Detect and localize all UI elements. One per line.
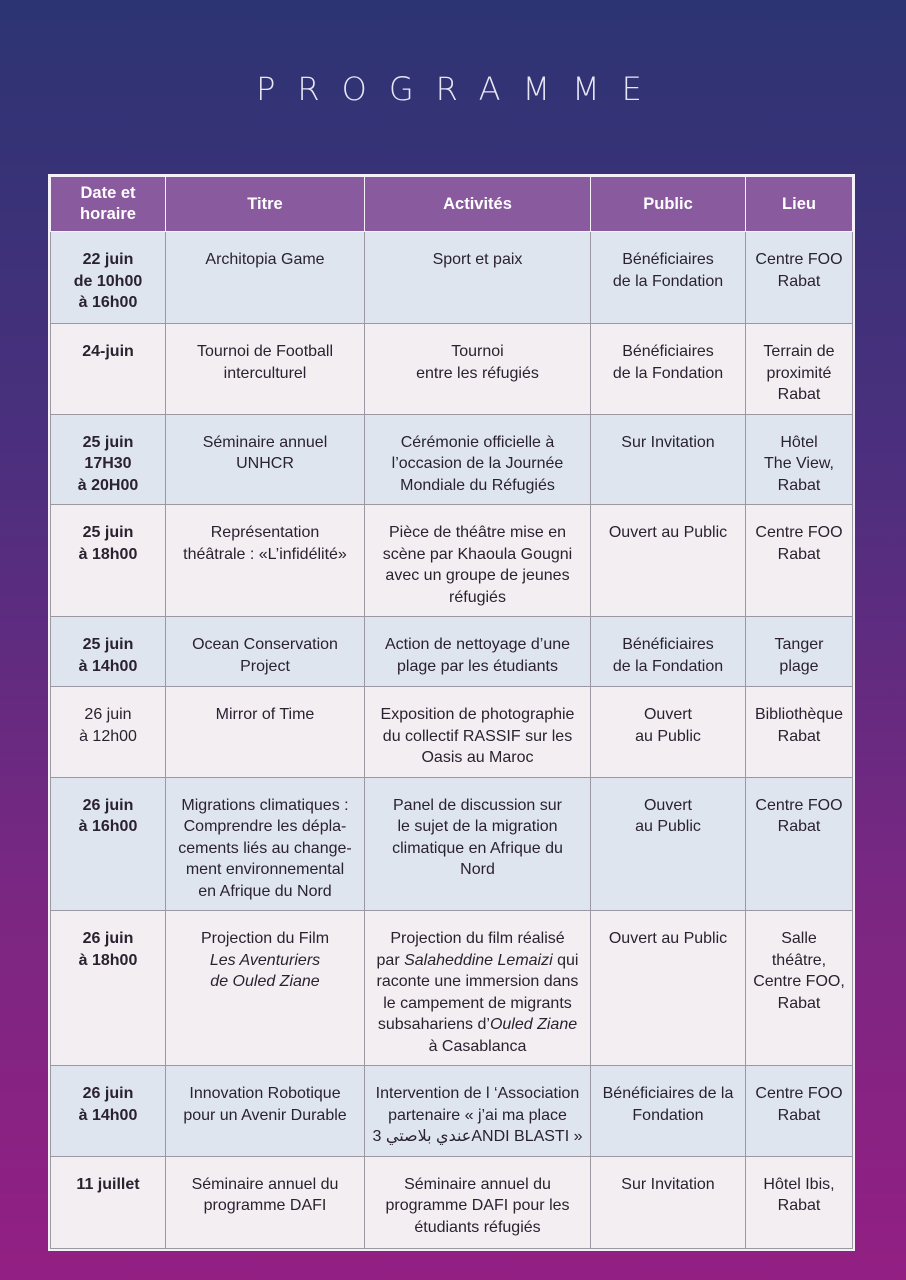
table-row <box>51 911 853 1066</box>
cell-lieu: Salle théâtre, Centre FOO, Rabat <box>746 911 853 1066</box>
cell-date: 25 juin à 14h00 <box>51 617 166 687</box>
cell-lieu: Centre FOO Rabat <box>746 505 853 617</box>
cell-activites: Tournoi entre les réfugiés <box>365 324 591 415</box>
cell-titre: Architopia Game <box>166 232 365 324</box>
activity-text: qui raconte une immersion dans le campement de migrants subsahariens d’ <box>376 951 579 1033</box>
film-title: Les Aventuriers de Ouled Ziane <box>209 951 321 990</box>
header-lieu: Lieu <box>746 177 853 232</box>
cell-activites <box>365 911 591 1066</box>
cell-public: Bénéficiaires de la Fondation <box>591 324 746 415</box>
cell-activites: Intervention de l ‘Association partenaire « j’ai ma place عندي بلاصتي 3ANDI BLASTI » <box>365 1066 591 1157</box>
table-row <box>51 414 853 505</box>
header-date: Date et horaire <box>51 177 166 232</box>
header-public: Public <box>591 177 746 232</box>
cell-activites: Séminaire annuel du programme DAFI pour les étudiants réfugiés <box>365 1156 591 1248</box>
cell-public: Ouvert au Public <box>591 911 746 1066</box>
table-row <box>51 324 853 415</box>
table-row <box>51 1066 853 1157</box>
place-name: Ouled Ziane <box>489 1016 578 1033</box>
table-row <box>51 505 853 617</box>
table-row <box>51 1156 853 1248</box>
cell-titre <box>166 911 365 1066</box>
cell-public: Sur Invitation <box>591 414 746 505</box>
cell-titre: Ocean Conservation Project <box>166 617 365 687</box>
page-title: PROGRAMME <box>256 70 664 108</box>
cell-date: 22 juin de 10h00 à 16h00 <box>51 232 166 324</box>
cell-public: Ouvert au Public <box>591 505 746 617</box>
cell-titre: Mirror of Time <box>166 687 365 778</box>
table-row <box>51 232 853 324</box>
activity-text: à Casablanca <box>428 1037 527 1055</box>
table-row <box>51 777 853 911</box>
director-name: Salaheddine Lemaizi <box>404 951 553 969</box>
cell-public: Ouvert au Public <box>591 687 746 778</box>
cell-activites: Pièce de théâtre mise en scène par Khaoula Gougni avec un groupe de jeunes réfugiés <box>365 505 591 617</box>
cell-activites: Cérémonie officielle à l’occasion de la Journée Mondiale du Réfugiés <box>365 414 591 505</box>
header-activites: Activités <box>365 177 591 232</box>
cell-lieu: Tanger plage <box>746 617 853 687</box>
cell-public: Sur Invitation <box>591 1156 746 1248</box>
cell-public: Bénéficiaires de la Fondation <box>591 232 746 324</box>
cell-lieu: Centre FOO Rabat <box>746 777 853 911</box>
cell-public: Bénéficiaires de la Fondation <box>591 617 746 687</box>
table-header-row <box>51 177 853 232</box>
film-label: Projection du Film <box>200 930 330 947</box>
cell-public: Ouvert au Public <box>591 777 746 911</box>
cell-date: 25 juin à 18h00 <box>51 505 166 617</box>
cell-date: 26 juin à 16h00 <box>51 777 166 911</box>
cell-titre: Représentation théâtrale : «L’infidélité» <box>166 505 365 617</box>
cell-titre: Séminaire annuel du programme DAFI <box>166 1156 365 1248</box>
header-titre: Titre <box>166 177 365 232</box>
cell-date: 26 juin à 18h00 <box>51 911 166 1066</box>
programme-table <box>50 176 853 1249</box>
cell-activites: Exposition de photographie du collectif RASSIF sur les Oasis au Maroc <box>365 687 591 778</box>
cell-lieu: Bibliothèque Rabat <box>746 687 853 778</box>
cell-lieu: Hôtel The View, Rabat <box>746 414 853 505</box>
cell-titre: Innovation Robotique pour un Avenir Durable <box>166 1066 365 1157</box>
cell-titre: Tournoi de Football interculturel <box>166 324 365 415</box>
cell-titre: Séminaire annuel UNHCR <box>166 414 365 505</box>
activity-text: Projection du film réalisé par <box>376 930 565 969</box>
cell-date: 11 juillet <box>51 1156 166 1248</box>
cell-date: 24-juin <box>51 324 166 415</box>
cell-date: 26 juin à 12h00 <box>51 687 166 778</box>
cell-date: 25 juin 17H30 à 20H00 <box>51 414 166 505</box>
cell-lieu: Centre FOO Rabat <box>746 1066 853 1157</box>
table-row <box>51 617 853 687</box>
cell-lieu: Terrain de proximité Rabat <box>746 324 853 415</box>
cell-lieu: Hôtel Ibis, Rabat <box>746 1156 853 1248</box>
cell-activites: Panel de discussion sur le sujet de la migration climatique en Afrique du Nord <box>365 777 591 911</box>
cell-lieu: Centre FOO Rabat <box>746 232 853 324</box>
cell-public: Bénéficiaires de la Fondation <box>591 1066 746 1157</box>
table-row <box>51 687 853 778</box>
cell-date: 26 juin à 14h00 <box>51 1066 166 1157</box>
cell-titre: Migrations climatiques : Comprendre les dépla- cements liés au change- ment environnemental en Afrique du Nord <box>166 777 365 911</box>
cell-activites: Action de nettoyage d’une plage par les étudiants <box>365 617 591 687</box>
cell-activites: Sport et paix <box>365 232 591 324</box>
